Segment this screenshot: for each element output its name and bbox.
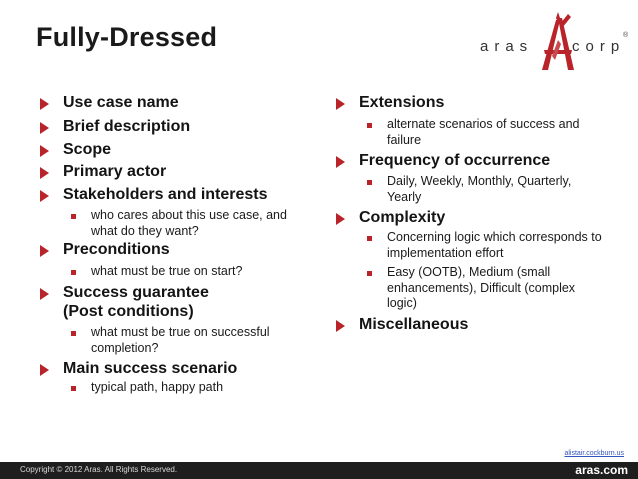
left-column: [40, 93, 310, 398]
sub-bullet-frequency: Daily, Weekly, Monthly, Quarterly, Yearly: [367, 174, 607, 208]
bullet-use-case-name: Use case name: [40, 93, 310, 117]
triangle-bullet-icon: [40, 122, 49, 134]
sub-bullet-success-guarantee: what must be true on successful completion?: [71, 325, 301, 359]
triangle-bullet-icon: [40, 288, 49, 300]
triangle-bullet-icon: [336, 213, 345, 225]
bullet-preconditions: Preconditions: [40, 240, 310, 264]
bullet-stakeholders: Stakeholders and interests: [40, 185, 310, 208]
square-bullet-icon: [71, 331, 76, 336]
triangle-bullet-icon: [40, 190, 49, 202]
bullet-complexity: Complexity: [336, 208, 616, 230]
bullet-brief-description: Brief description: [40, 117, 310, 140]
bullet-extensions: Extensions: [336, 93, 616, 117]
sub-bullet-complexity-2: Easy (OOTB), Medium (small enhancements), Difficult (complex logic): [367, 265, 607, 315]
sub-bullet-extensions: alternate scenarios of success and failure: [367, 117, 607, 151]
sub-bullet-complexity-1: Concerning logic which corresponds to implementation effort: [367, 230, 607, 265]
logo-right-text: corp: [572, 38, 626, 55]
copyright-text: Copyright © 2012 Aras. All Rights Reserved.: [20, 465, 178, 474]
square-bullet-icon: [367, 180, 372, 185]
triangle-bullet-icon: [336, 156, 345, 168]
bullet-main-success-scenario: Main success scenario: [40, 359, 310, 380]
triangle-bullet-icon: [336, 320, 345, 332]
registered-mark: ®: [623, 32, 629, 39]
logo-left-text: aras: [480, 38, 534, 55]
square-bullet-icon: [367, 271, 372, 276]
square-bullet-icon: [71, 214, 76, 219]
triangle-bullet-icon: [40, 364, 49, 376]
triangle-bullet-icon: [40, 167, 49, 179]
bullet-primary-actor: Primary actor: [40, 162, 310, 185]
triangle-bullet-icon: [40, 245, 49, 257]
slide-title: Fully-Dressed: [36, 22, 218, 52]
bullet-scope: Scope: [40, 140, 310, 162]
triangle-bullet-icon: [40, 98, 49, 110]
bullet-frequency: Frequency of occurrence: [336, 151, 616, 174]
square-bullet-icon: [71, 270, 76, 275]
site-name: aras.com: [575, 463, 628, 477]
square-bullet-icon: [367, 123, 372, 128]
square-bullet-icon: [71, 386, 76, 391]
bullet-success-guarantee: Success guarantee (Post conditions): [40, 283, 220, 325]
right-column: [336, 93, 616, 337]
footer-bar: [0, 462, 638, 479]
aras-corp-logo: [480, 10, 630, 76]
bullet-miscellaneous: Miscellaneous: [336, 315, 616, 337]
sub-bullet-main-success: typical path, happy path: [71, 380, 310, 398]
triangle-bullet-icon: [336, 98, 345, 110]
credit-link[interactable]: alistair.cockburn.us: [564, 450, 624, 457]
triangle-bullet-icon: [40, 145, 49, 157]
sub-bullet-preconditions: what must be true on start?: [71, 264, 310, 283]
square-bullet-icon: [367, 236, 372, 241]
sub-bullet-stakeholders: who cares about this use case, and what do they want?: [71, 208, 311, 240]
